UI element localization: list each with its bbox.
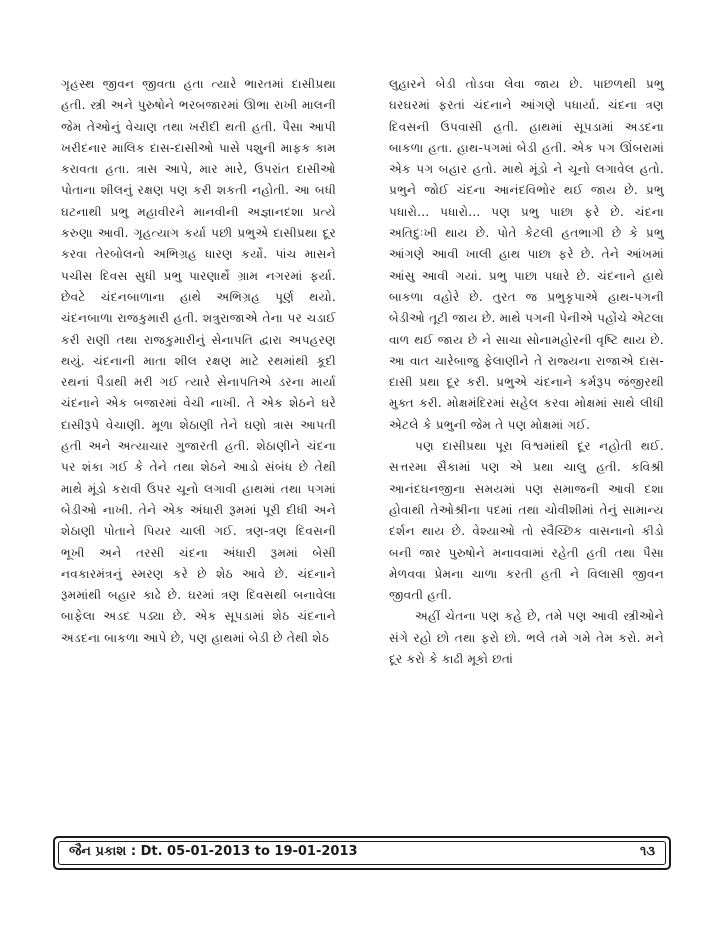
right-paragraph-3: અહીં ચેતના પણ કહે છે, તમે પણ આવી સ્ત્રીઓને સંગે રહો છો તથા ફરો છો. ભલે તમે ગમે તેમ કરો. મને દૂર કરો કે કાઢી મૂકો છતાં xyxy=(389,609,664,667)
left-text-column xyxy=(61,74,336,649)
footer-bar xyxy=(53,836,671,870)
right-paragraph-1: લુહારને બેડી તોડવા લેવા જાય છે. પાછળથી પ્રભુ ઘરઘરમાં ફરતાં ચંદનાને આંગણે પધાર્યા. ચંદના ત્રણ દિવસની ઉપવાસી હતી. હાથમાં સૂપડામાં અડદના બાકળા હતા. હાથ-પગમાં બેડી હતી. એક પગ ઊંબરામાં એક પગ બહાર હતો. માથે મૂંડો ને ચૂનો લગાવેલ હતો. પ્રભુને જોઈ ચંદના આનંદવિભોર થઈ જાય છે. પ્રભુ પધારો... પધારો... પણ પ્રભુ પાછા ફરે છે. ચંદના અતિદુઃખી થાય છે. પોતે કેટલી હતભાગી છે કે પ્રભુ આંગણે આવી ખાલી હાથ પાછા ફરે છે. તેને આંખમાં આંસુ આવી ગયાં. પ્રભુ પાછા પધારે છે. ચંદનાને હાથે બાકળા વહોરે છે. તુરત જ પ્રભુકૃપાએ હાથ-પગની બેડીઓ તૂટી જાય છે. માથે પગની પેનીએ પહોંચે એટલા વાળ થઈ જાય છે ને સાચા સોનામહોરની વૃષ્ટિ થાય છે. આ વાત ચારેબાજુ ફેલાણીને તે રાજ્યના રાજાએ દાસ-દાસી પ્રથા દૂર કરી. પ્રભુએ ચંદનાને કર્મરૂપ જંજીરથી મુક્ત કરી. મોક્ષમંદિરમાં સહેલ કરવા મોક્ષમાં સાથે લીધી એટલે કે પ્રભુની જેમ તે પણ મોક્ષમાં ગઈ. xyxy=(389,77,664,432)
right-paragraph-2: પણ દાસીપ્રથા પૂરા વિશ્વમાંથી દૂર નહોતી થઈ. સત્તરમા સૈકામાં પણ એ પ્રથા ચાલુ હતી. કવિશ્રી આનંદઘનજીના સમયમાં પણ સમાજની આવી દશા હોવાથી તેઓશ્રીના પદમાં તથા ચોવીશીમાં તેનું સામાન્ય દર્શન થાય છે. વેશ્યાઓ તો સ્વૈચ્છિક વાસનાનો કીડો બની જાર પુરુષોને મનાવવામાં રહેતી હતી તથા પૈસા મેળવવા પ્રેમના ચાળા કરતી હતી ને વિલાસી જીવન જીવતી હતી. xyxy=(389,439,664,603)
left-paragraph-1: ગૃહસ્થ જીવન જીવતા હતા ત્યારે ભારતમાં દાસીપ્રથા હતી. સ્ત્રી અને પુરુષોને ભરબજારમાં ઊભા રાખી માલની જેમ તેઓનું વેચાણ તથા ખરીદી થતી હતી. પૈસા આપી ખરીદનાર માલિક દાસ-દાસીઓ પાસે પશુની માફક કામ કરાવતા હતા. ત્રાસ આપે, માર મારે, ઉપરાંત દાસીઓ પોતાના શીલનું રક્ષણ પણ કરી શકતી નહોતી. આ બધી ઘટનાથી પ્રભુ મહાવીરને માનવીની અજ્ઞાનદશા પ્રત્યે કરુણા આવી. ગૃહત્યાગ કર્યા પછી પ્રભુએ દાસીપ્રથા દૂર કરવા તેરબોલનો અભિગ્રહ ધારણ કર્યો. પાંચ માસને પચીસ દિવસ સુધી પ્રભુ પારણાર્થે ગ્રામ નગરમાં ફર્યા. છેવટે ચંદનબાળાના હાથે અભિગ્રહ પૂર્ણ થયો. ચંદનબાળા રાજકુમારી હતી. શત્રુરાજાએ તેના પર ચડાઈ કરી રાણી તથા રાજકુમારીનું સેનાપતિ દ્વારા અપહરણ થયું. ચંદનાની માતા શીલ રક્ષણ માટે રથમાંથી કૂદી રથનાં પૈડાથી મરી ગઈ ત્યારે સેનાપતિએ ડરના માર્યા ચંદનાને એક બજારમાં વેચી નાખી. તે એક શેઠને ઘરે દાસીરૂપે વેચાણી. મૂળા શેઠાણી તેને ઘણો ત્રાસ આપતી હતી અને અત્યાચાર ગુજારતી હતી. શેઠાણીને ચંદના પર શંકા ગઈ કે તેને તથા શેઠને આડો સંબંધ છે તેથી માથે મૂંડો કરાવી ઉપર ચૂનો લગાવી હાથમાં તથા પગમાં બેડીઓ નાખી. તેને એક અંધારી રૂમમાં પૂરી દીધી અને શેઠાણી પોતાને પિયર ચાલી ગઈ. ત્રણ-ત્રણ દિવસની ભૂખી અને તરસી ચંદના અંધારી રૂમમાં બેસી નવકારમંત્રનું સ્મરણ કરે છે શેઠ આવે છે. ચંદનાને રૂમમાંથી બહાર કાઢે છે. ઘરમાં ત્રણ દિવસથી બનાવેલા બાફેલા અડદ પડ્યા છે. એક સૂપડામાં શેઠ ચંદનાને અડદના બાકળા આપે છે, પણ હાથમાં બેડી છે તેથી શેઠ xyxy=(61,77,336,645)
right-text-column xyxy=(389,74,664,670)
footer-publication-label: જૈન પ્રકાશ : Dt. 05-01-2013 to 19-01-2013 xyxy=(69,844,358,859)
footer-page-number: ૧૩ xyxy=(639,844,655,859)
